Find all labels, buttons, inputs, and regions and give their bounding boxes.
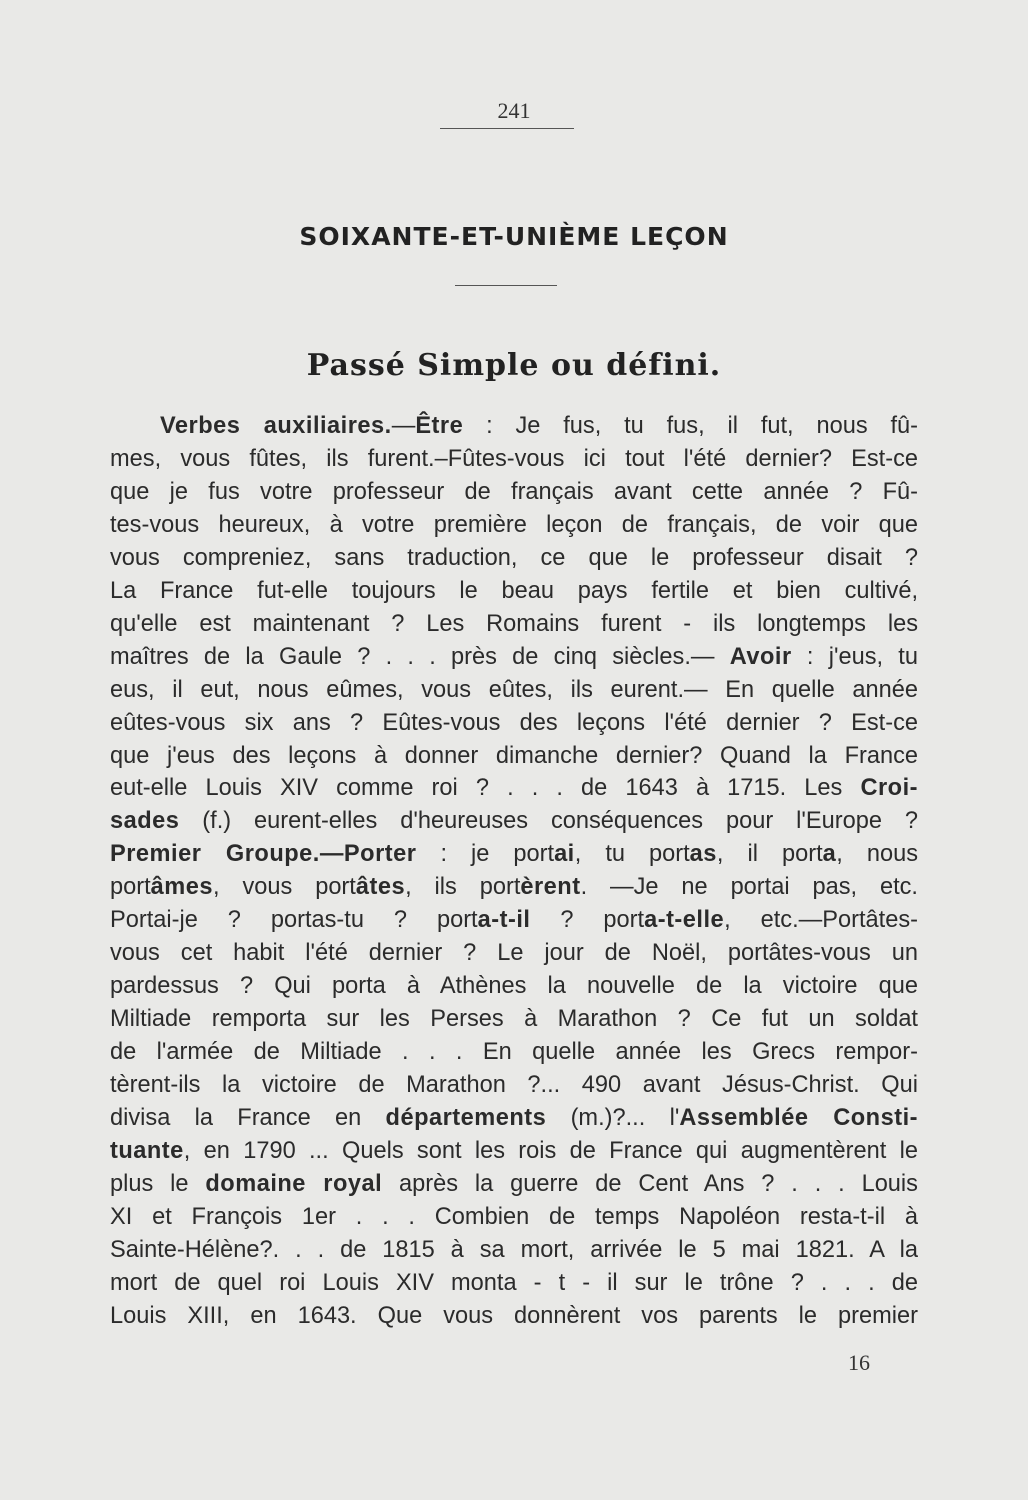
text-line xyxy=(110,805,918,838)
text-run: tes-vous heureux, à votre première leçon de français, de voir que xyxy=(110,511,918,538)
bold-term: Verbes auxiliaires. xyxy=(160,413,392,439)
text-line xyxy=(110,1234,918,1267)
lesson-body xyxy=(110,410,918,1333)
text-line xyxy=(110,641,918,674)
bold-term: a-t-il xyxy=(477,907,531,934)
text-run: que je fus votre professeur de français avant cette année ? Fû- xyxy=(110,478,918,505)
text-line xyxy=(110,772,918,805)
text-run: ? port xyxy=(530,907,645,934)
page-number: 241 xyxy=(497,98,531,123)
bold-term: Assemblée Consti- xyxy=(679,1105,918,1132)
bold-term: domaine royal xyxy=(205,1170,383,1197)
text-run: Sainte-Hélène?. . . de 1815 à sa mort, arrivée le 5 mai 1821. A la xyxy=(110,1236,918,1263)
text-line xyxy=(110,1069,918,1102)
text-line xyxy=(110,1102,918,1135)
text-line xyxy=(110,410,918,443)
text-run: qu'elle est maintenant ? Les Romains furent - ils longtemps les xyxy=(110,610,918,637)
text-line xyxy=(110,1267,918,1300)
text-line xyxy=(110,575,918,608)
chapter-title: SOIXANTE-ET-UNIÈME LEÇON xyxy=(299,222,729,251)
text-line xyxy=(110,1036,918,1069)
bold-term: sades xyxy=(110,808,180,835)
text-run: eûtes-vous six ans ? Eûtes-vous des leçons l'été dernier ? Est-ce xyxy=(110,709,918,736)
bold-term: a-t-elle xyxy=(644,907,725,934)
text-run: vous compreniez, sans traduction, ce que le professeur disait ? xyxy=(110,544,918,571)
text-run: maîtres de la Gaule ? . . . près de cinq siècles.— xyxy=(110,643,730,670)
text-line xyxy=(110,674,918,707)
text-run: port xyxy=(110,874,151,901)
text-run: , nous xyxy=(836,841,919,868)
text-line xyxy=(110,1135,918,1168)
text-run: — xyxy=(391,413,416,439)
text-run: Portai-je ? portas-tu ? port xyxy=(110,907,478,934)
text-line xyxy=(110,838,918,871)
bold-term: as xyxy=(689,841,717,868)
signature-number: 16 xyxy=(848,1350,870,1375)
text-run: après la guerre de Cent Ans ? . . . Louis xyxy=(382,1170,918,1197)
bold-term: a xyxy=(822,841,837,868)
bold-term: èrent xyxy=(520,874,581,901)
text-line xyxy=(110,608,918,641)
text-run: , ils port xyxy=(405,874,521,901)
text-line xyxy=(110,1201,918,1234)
text-line xyxy=(110,443,918,476)
text-line xyxy=(110,476,918,509)
bold-term: Être xyxy=(415,413,464,439)
text-run: plus le xyxy=(110,1170,206,1197)
bold-term: âtes xyxy=(355,874,406,901)
bold-term: départements xyxy=(385,1105,547,1132)
text-run: , en 1790 ... Quels sont les rois de France qui augmentèrent le xyxy=(183,1137,918,1164)
text-line xyxy=(110,1168,918,1201)
text-line xyxy=(110,509,918,542)
text-run: (f.) eurent-elles d'heureuses conséquences pour l'Europe ? xyxy=(179,808,918,835)
text-line xyxy=(110,542,918,575)
bold-term: tuante xyxy=(110,1137,184,1164)
text-run: , il port xyxy=(716,841,823,868)
text-run: Louis XIII, en 1643. Que vous donnèrent vos parents le premier xyxy=(110,1302,918,1329)
text-run: que j'eus des leçons à donner dimanche dernier? Quand la France xyxy=(110,742,918,769)
bold-term: âmes xyxy=(150,874,214,901)
text-run: eus, il eut, nous eûmes, vous eûtes, ils eurent.— En quelle année xyxy=(110,676,918,703)
text-run: La France fut-elle toujours le beau pays fertile et bien cultivé, xyxy=(110,577,918,604)
text-run: vous cet habit l'été dernier ? Le jour de Noël, portâtes-vous un xyxy=(110,940,918,967)
text-run: , etc.—Portâtes- xyxy=(724,907,918,934)
text-line xyxy=(110,1300,918,1333)
text-run: tèrent-ils la victoire de Marathon ?... 490 avant Jésus-Christ. Qui xyxy=(110,1072,918,1099)
text-run: XI et François 1er . . . Combien de temps Napoléon resta-t-il à xyxy=(110,1203,918,1230)
text-line xyxy=(110,740,918,773)
text-run: : j'eus, tu xyxy=(791,643,918,670)
text-run: : je port xyxy=(416,841,555,868)
text-run: . —Je ne portai pas, etc. xyxy=(580,874,918,901)
bold-term: ai xyxy=(554,841,575,868)
text-run: (m.)?... l' xyxy=(546,1105,680,1132)
text-run: mes, vous fûtes, ils furent.–Fûtes-vous ici tout l'été dernier? Est-ce xyxy=(110,445,918,472)
text-line xyxy=(110,937,918,970)
text-run: , tu port xyxy=(574,841,690,868)
text-run: eut-elle Louis XIV comme roi ? . . . de 1643 à 1715. Les xyxy=(110,775,861,802)
header-rule xyxy=(440,128,574,129)
text-line xyxy=(110,871,918,904)
text-run: pardessus ? Qui porta à Athènes la nouvelle de la victoire que xyxy=(110,973,918,1000)
bold-term: Avoir xyxy=(729,643,792,670)
title-rule xyxy=(455,285,557,286)
text-run: Miltiade remporta sur les Perses à Marathon ? Ce fut un soldat xyxy=(110,1006,918,1033)
section-subtitle: Passé Simple ou défini. xyxy=(306,348,722,383)
bold-term: Croi- xyxy=(860,775,918,802)
text-line xyxy=(110,970,918,1003)
text-run: : Je fus, tu fus, il fut, nous fû- xyxy=(463,413,918,439)
bold-term: Premier Groupe.—Porter xyxy=(110,841,417,868)
text-run: de l'armée de Miltiade . . . En quelle année les Grecs rempor- xyxy=(110,1039,918,1066)
text-line xyxy=(110,707,918,740)
text-run: mort de quel roi Louis XIV monta - t - il sur le trône ? . . . de xyxy=(110,1269,918,1296)
text-run: , vous port xyxy=(213,874,356,901)
text-run: divisa la France en xyxy=(110,1105,386,1132)
text-line xyxy=(110,904,918,937)
text-line xyxy=(110,1003,918,1036)
